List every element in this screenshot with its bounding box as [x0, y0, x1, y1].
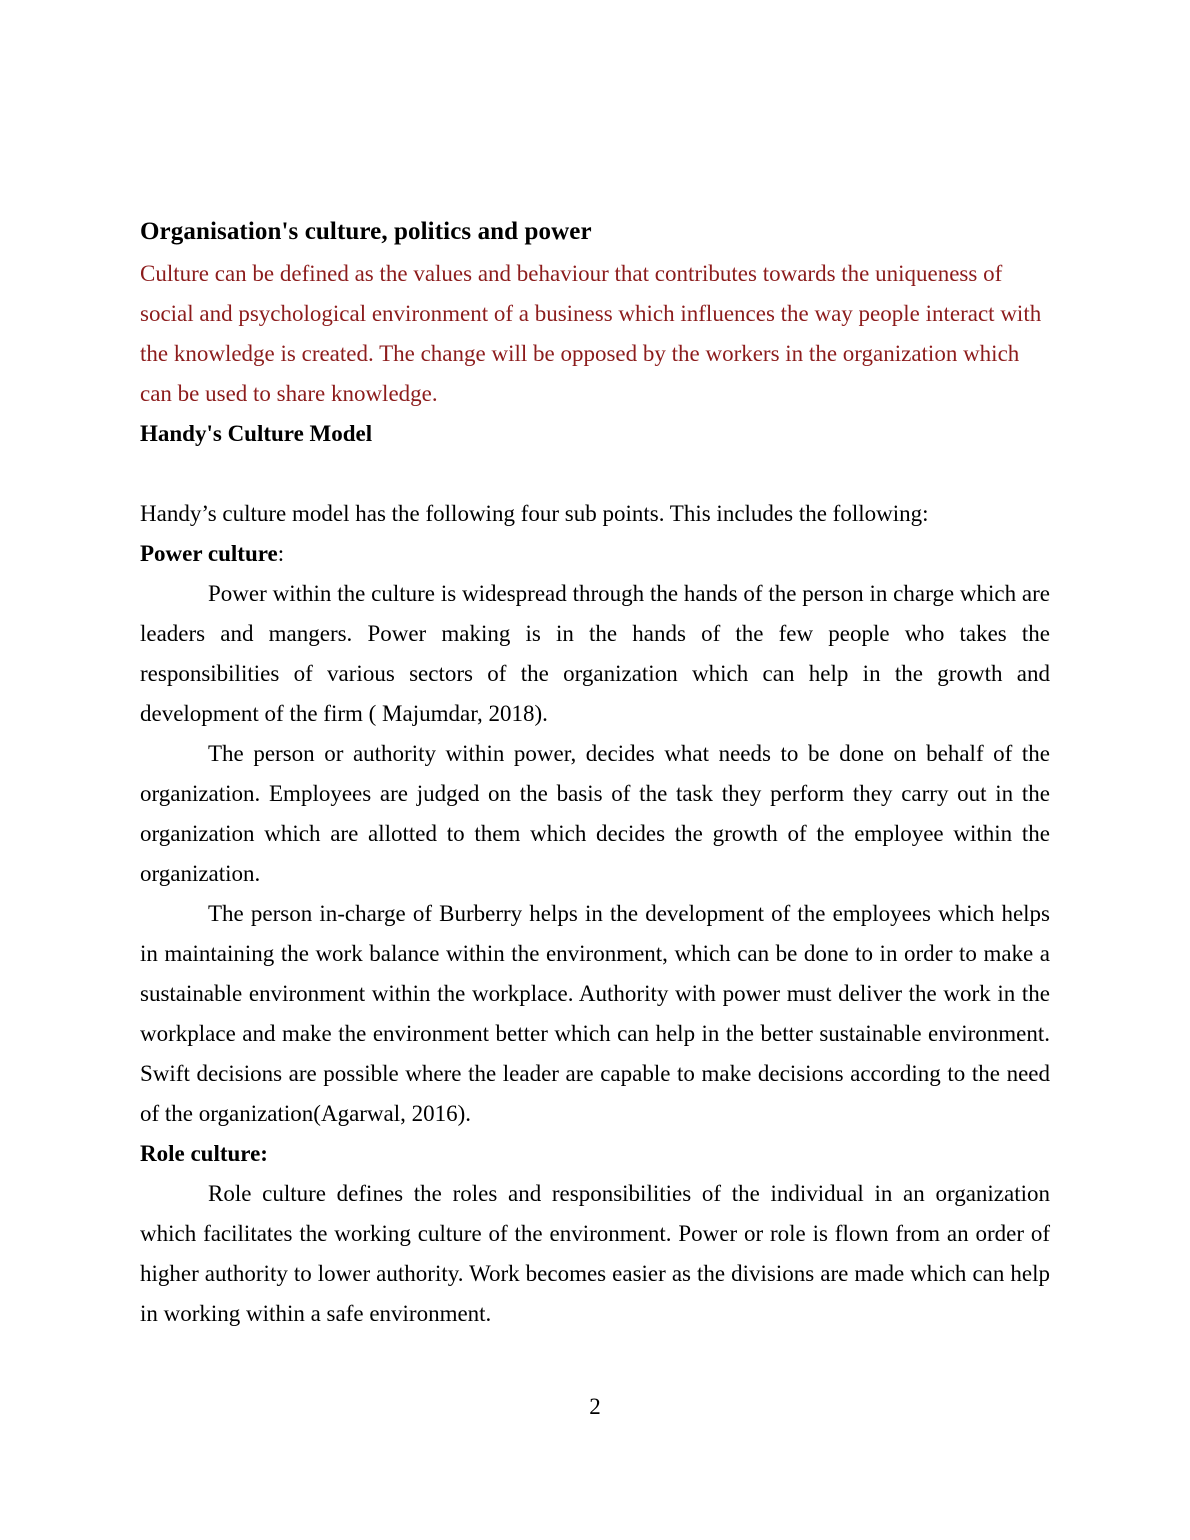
- document-body: [140, 212, 1050, 1334]
- subsection-label-suffix: :: [277, 541, 285, 566]
- subsection-heading-role-culture: Role culture:: [140, 1141, 268, 1166]
- subsection-label: Power culture: [140, 541, 278, 566]
- power-culture-paragraph-1: Power within the culture is widespread through the hands of the person in charge which are leaders and mangers. Power making is in the hands of the few people who takes the responsibilities of various sectors of the organization which can help in the growth and development of the firm ( Majumdar, 2018).: [140, 581, 1050, 726]
- page-number: 2: [589, 1394, 601, 1419]
- intro-paragraph: Culture can be defined as the values and behaviour that contributes towards the uniqueness of social and psychological environment of a business which influences the way people interact with the knowledge is created. The change will be opposed by the workers in the organization which can be used to share knowledge.: [140, 261, 1042, 406]
- role-culture-paragraph-1: Role culture defines the roles and responsibilities of the individual in an organization which facilitates the working culture of the environment. Power or role is flown from an order of higher authority to lower authority. Work becomes easier as the divisions are made which can help in working within a safe environment.: [140, 1181, 1050, 1326]
- power-culture-paragraph-3: The person in-charge of Burberry helps in the development of the employees which helps in maintaining the work balance within the environment, which can be done to in order to make a sustainable environment within the workplace. Authority with power must deliver the work in the workplace and make the environment better which can help in the better sustainable environment. Swift decisions are possible where the leader are capable to make decisions according to the need of the organization(Agarwal, 2016).: [140, 901, 1050, 1126]
- section-heading-handys-culture-model: Handy's Culture Model: [140, 421, 373, 446]
- paragraph-spacer: [140, 454, 1050, 494]
- power-culture-paragraph-2: The person or authority within power, decides what needs to be done on behalf of the organization. Employees are judged on the basis of the task they perform they carry out in the organization which are allotted to them which decides the growth of the employee within the organization.: [140, 741, 1050, 886]
- page-title: Organisation's culture, politics and power: [140, 218, 592, 245]
- lead-in-paragraph: Handy’s culture model has the following four sub points. This includes the following:: [140, 501, 929, 526]
- subsection-heading-power-culture: [140, 534, 1050, 574]
